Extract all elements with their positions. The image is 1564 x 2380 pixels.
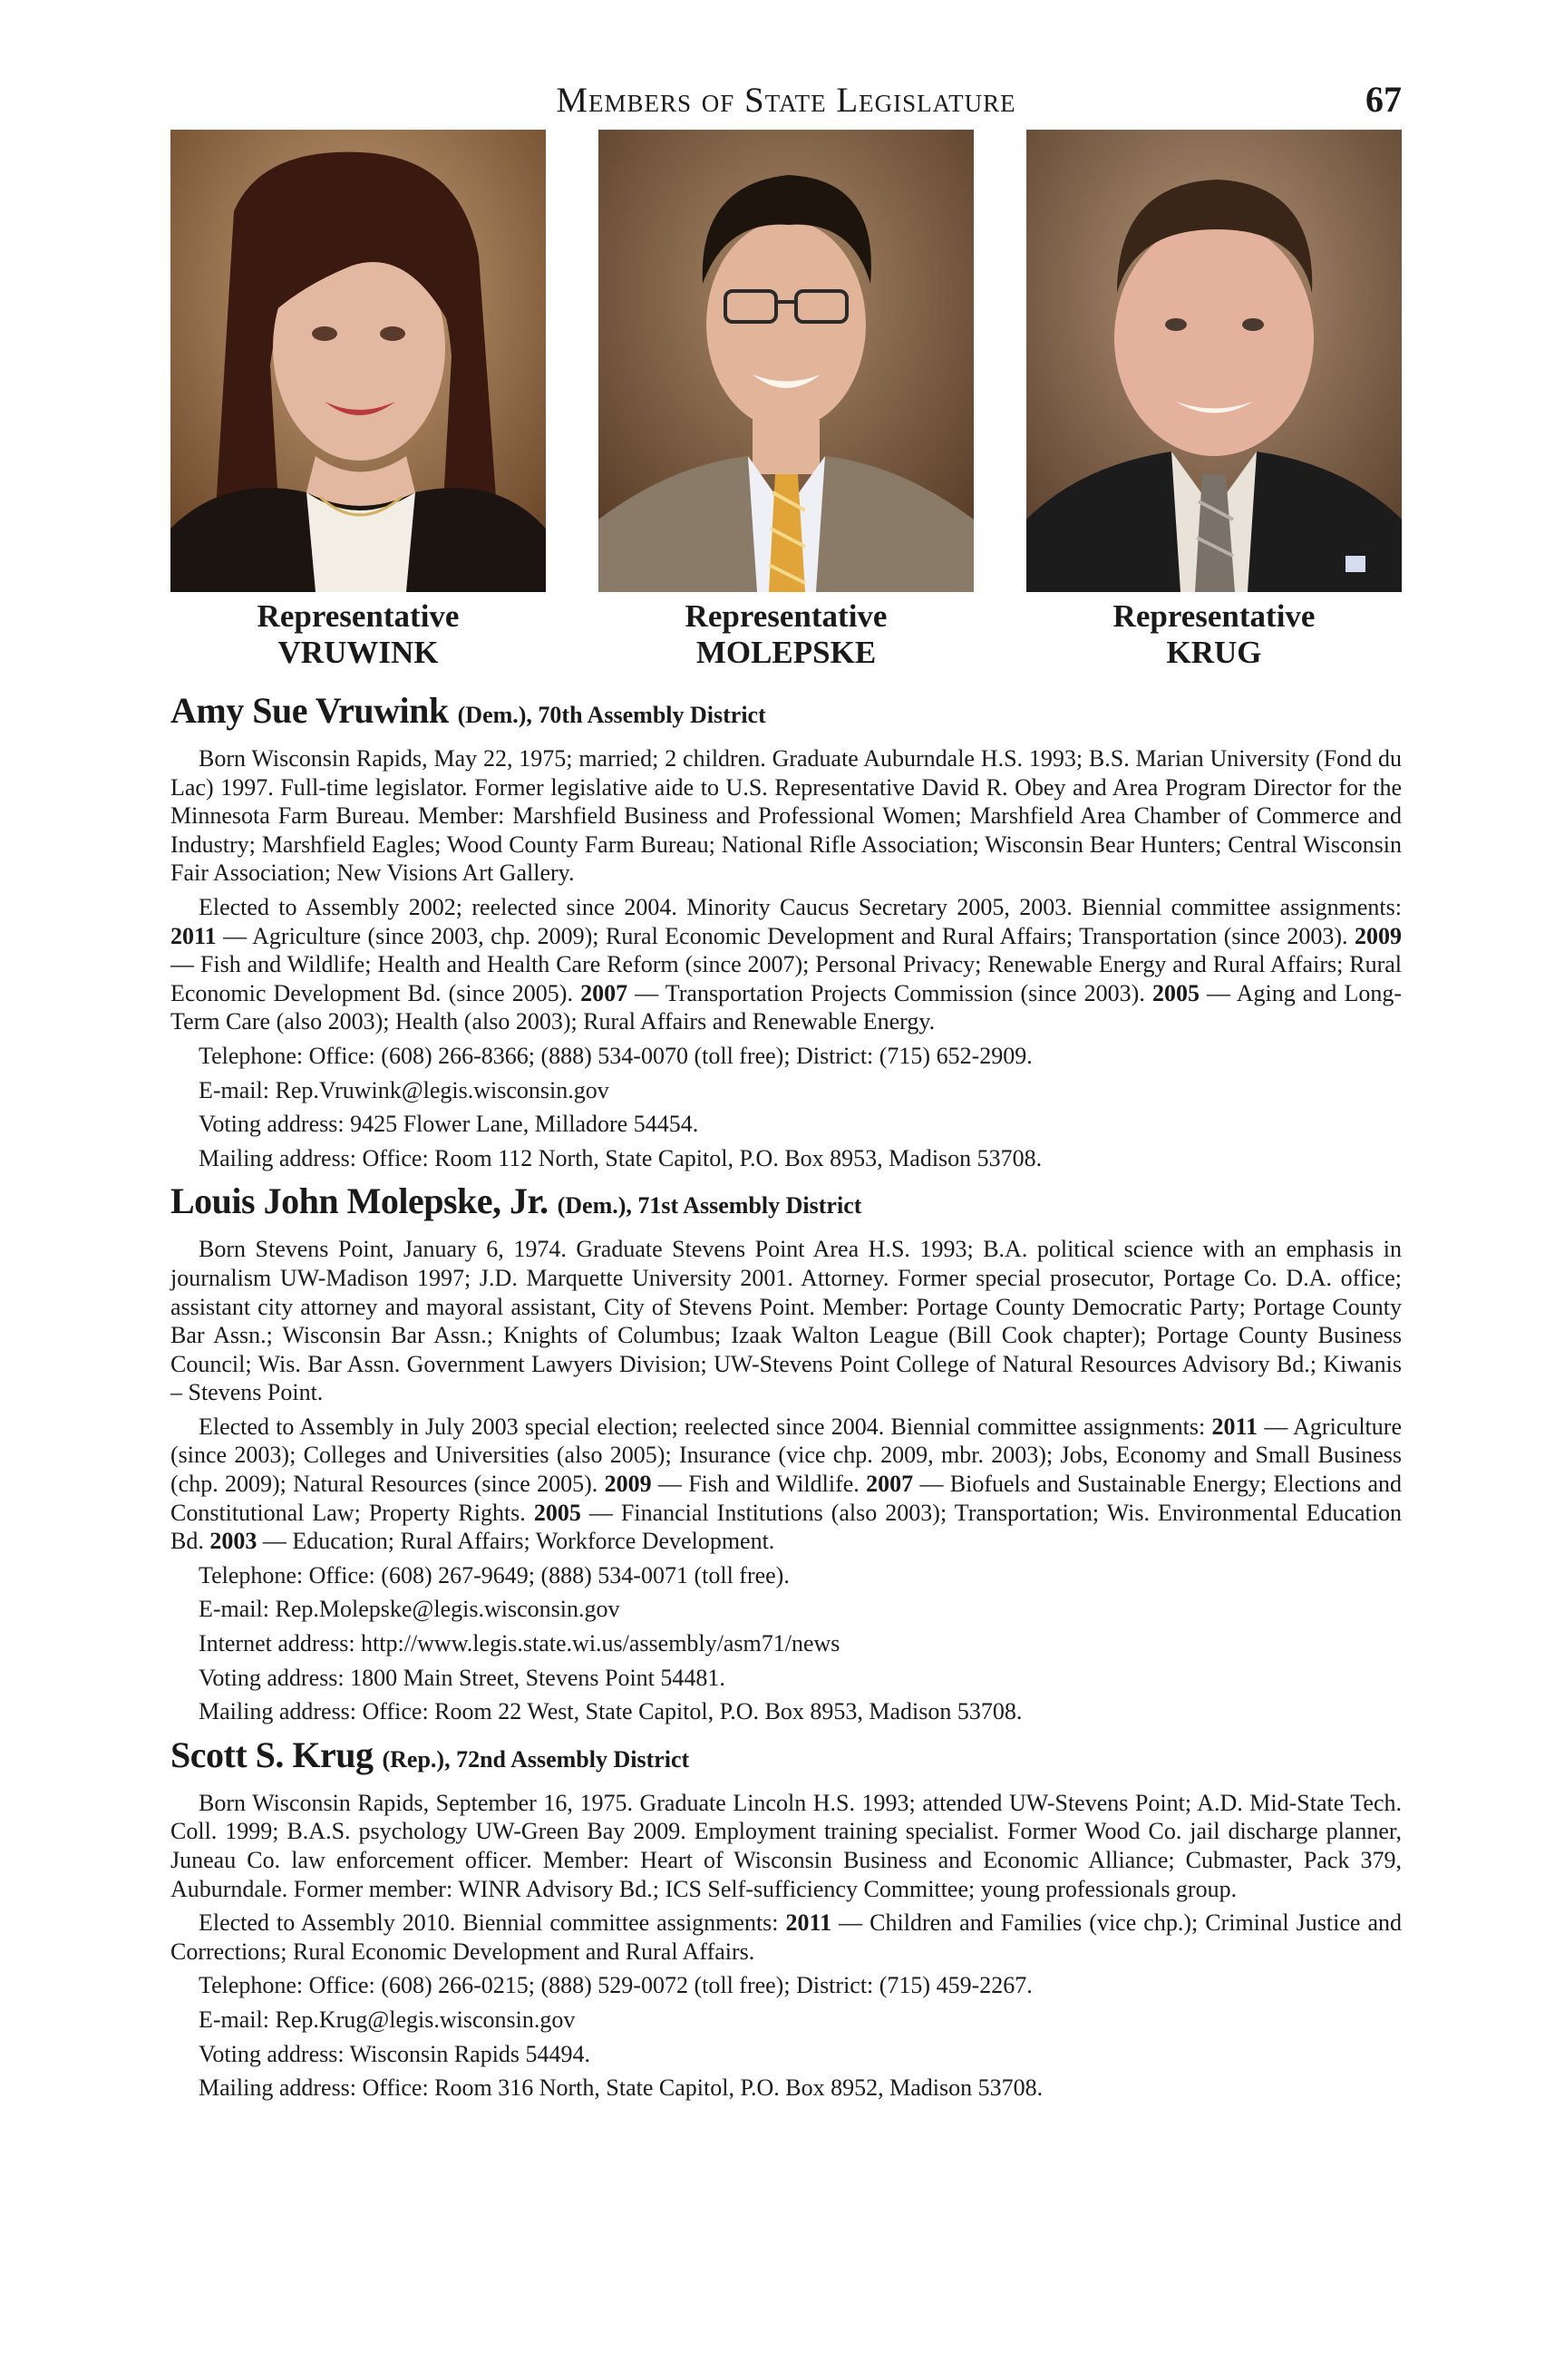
contact-line[interactable]: E-mail: Rep.Molepske@legis.wisconsin.gov	[199, 1596, 620, 1623]
committee-text: — Transportation Projects Commission (since 2003).	[627, 979, 1152, 1006]
committee-year: 2011	[1211, 1413, 1258, 1440]
portrait-molepske-image	[598, 130, 974, 592]
portrait-vruwink-image	[170, 130, 546, 592]
member-biographies	[170, 687, 1402, 2108]
portrait-krug	[1026, 130, 1402, 592]
member-entry-molepske	[170, 1178, 1402, 1726]
member-heading	[170, 1732, 1402, 1783]
contact-line[interactable]: E-mail: Rep.Krug@legis.wisconsin.gov	[199, 2006, 576, 2033]
committee-text: — Agriculture (since 2003); Colleges and Universities (also 2005); Insurance (vice chp. 2009, mbr. 2003); Jobs, Economy and Small Business (chp. 2009); Natural Resources (since 2005).	[170, 1413, 1402, 1498]
contact-line: Mailing address: Office: Room 22 West, State Capitol, P.O. Box 8953, Madison 53708.	[199, 1698, 1023, 1725]
committee-text: — Aging and Long-Term Care (also 2003); Health (also 2003); Rural Affairs and Renewable Energy.	[170, 979, 1402, 1035]
member-committees	[170, 1413, 1402, 1556]
member-committees	[170, 893, 1402, 1036]
committee-text: — Fish and Wildlife.	[651, 1471, 867, 1498]
portrait-caption-vruwink	[170, 598, 546, 671]
portrait-krug-image	[1026, 130, 1402, 592]
member-heading	[170, 1178, 1402, 1229]
member-contact	[170, 1042, 1402, 1172]
committee-text: — Financial Institutions (also 2003); Transportation; Wis. Environmental Education Bd.	[170, 1499, 1403, 1555]
contact-line[interactable]: Internet address: http://www.legis.state.wi.us/assembly/asm71/news	[199, 1630, 840, 1657]
caption-name: KRUG	[1166, 635, 1262, 670]
member-committees	[170, 1909, 1402, 1966]
caption-name: VRUWINK	[277, 635, 439, 670]
page-number: 67	[1365, 79, 1402, 120]
member-affiliation: (Dem.), 70th Assembly District	[457, 702, 766, 728]
member-bio: Born Wisconsin Rapids, September 16, 1975. Graduate Lincoln H.S. 1993; attended UW-Stevens Point; A.D. Mid-State Tech. Coll. 1999; B.A.S. psychology UW-Green Bay 2009. Employment training specialist. Former Wood Co. jail discharge planner, Juneau Co. law enforcement officer. Member: Heart of Wisconsin Business and Economic Alliance; Cubmaster, Pack 379, Auburndale. Former member: WINR Advisory Bd.; ICS Self-sufficiency Committee; young professionals group.	[170, 1789, 1402, 1902]
portrait-caption-krug	[1026, 598, 1402, 671]
member-affiliation: (Dem.), 71st Assembly District	[557, 1192, 862, 1219]
committee-text: — Education; Rural Affairs; Workforce Development.	[257, 1528, 775, 1555]
contact-line[interactable]: E-mail: Rep.Vruwink@legis.wisconsin.gov	[199, 1076, 609, 1103]
committee-text: — Children and Families (vice chp.); Criminal Justice and Corrections; Rural Economic Development and Rural Affairs.	[170, 1909, 1403, 1965]
contact-line: Voting address: Wisconsin Rapids 54494.	[199, 2040, 591, 2067]
committee-text: Elected to Assembly 2002; reelected since 2004. Minority Caucus Secretary 2005, 2003. Biennial committee assignments:	[199, 893, 1402, 920]
member-heading	[170, 687, 1402, 739]
portrait-vruwink	[170, 130, 546, 592]
portrait-molepske	[598, 130, 974, 592]
portrait-caption-molepske	[598, 598, 974, 671]
committee-text: Elected to Assembly in July 2003 special election; reelected since 2004. Biennial committee assignments:	[199, 1413, 1212, 1440]
contact-line: Voting address: 1800 Main Street, Stevens Point 54481.	[199, 1664, 725, 1691]
member-name: Amy Sue Vruwink	[170, 690, 449, 731]
caption-title: Representative	[685, 598, 888, 634]
contact-line: Voting address: 9425 Flower Lane, Milladore 54454.	[199, 1111, 699, 1138]
caption-title: Representative	[257, 598, 460, 634]
member-name: Louis John Molepske, Jr.	[170, 1180, 549, 1222]
contact-line: Telephone: Office: (608) 267-9649; (888) 534-0071 (toll free).	[199, 1561, 790, 1588]
committee-text: — Biofuels and Sustainable Energy; Elections and Constitutional Law; Property Rights.	[170, 1471, 1403, 1526]
committee-year: 2011	[785, 1909, 832, 1937]
member-contact	[170, 1971, 1402, 2102]
member-contact	[170, 1561, 1402, 1726]
committee-year: 2009	[604, 1471, 652, 1498]
member-bio: Born Stevens Point, January 6, 1974. Graduate Stevens Point Area H.S. 1993; B.A. political science with an emphasis in journalism UW-Madison 1997; J.D. Marquette University 2001. Attorney. Former special prosecutor, Portage Co. D.A. office; assistant city attorney and mayoral assistant, City of Stevens Point. Member: Portage County Democratic Party; Portage County Bar Assn.; Wisconsin Bar Assn.; Knights of Columbus; Izaak Walton League (Bill Cook chapter); Portage County Business Council; Wis. Bar Assn. Government Lawyers Division; UW-Stevens Point College of Natural Resources Advisory Bd.; Kiwanis – Stevens Point.	[170, 1236, 1402, 1406]
member-affiliation: (Rep.), 72nd Assembly District	[382, 1745, 690, 1773]
running-head: Members of State Legislature	[556, 81, 1016, 120]
caption-name: MOLEPSKE	[695, 635, 877, 670]
member-name: Scott S. Krug	[170, 1734, 374, 1775]
committee-year: 2007	[866, 1471, 914, 1498]
committee-year: 2005	[1151, 979, 1200, 1006]
contact-line: Telephone: Office: (608) 266-8366; (888) 534-0070 (toll free); District: (715) 652-2909.	[199, 1042, 1033, 1069]
member-bio: Born Wisconsin Rapids, May 22, 1975; married; 2 children. Graduate Auburndale H.S. 1993; B.S. Marian University (Fond du Lac) 1997. Full-time legislator. Former legislative aide to U.S. Representative David R. Obey and Area Program Director for the Minnesota Farm Bureau. Member: Marshfield Business and Professional Women; Marshfield Area Chamber of Commerce and Industry; Marshfield Eagles; Wood County Farm Bureau; National Rifle Association; Wisconsin Bear Hunters; Central Wisconsin Fair Association; New Visions Art Gallery.	[170, 745, 1402, 887]
committee-text: — Agriculture (since 2003, chp. 2009); Rural Economic Development and Rural Affairs; Transportation (since 2003).	[216, 922, 1355, 949]
contact-line: Mailing address: Office: Room 112 North, State Capitol, P.O. Box 8953, Madison 53708.	[199, 1144, 1043, 1171]
contact-line: Telephone: Office: (608) 266-0215; (888) 529-0072 (toll free); District: (715) 459-2267.	[199, 1972, 1033, 1999]
contact-line: Mailing address: Office: Room 316 North, State Capitol, P.O. Box 8952, Madison 53708.	[199, 2074, 1044, 2102]
page-header	[170, 80, 1402, 125]
member-entry-vruwink	[170, 687, 1402, 1172]
committee-year: 2005	[533, 1499, 581, 1526]
member-entry-krug	[170, 1732, 1402, 2103]
committee-year: 2011	[170, 922, 217, 949]
caption-title: Representative	[1112, 598, 1316, 634]
committee-text: Elected to Assembly 2010. Biennial committee assignments:	[199, 1909, 786, 1937]
committee-year: 2007	[580, 979, 628, 1006]
committee-text: — Fish and Wildlife; Health and Health Care Reform (since 2007); Personal Privacy; Renewable Energy and Rural Affairs; Rural Economic Development Bd. (since 2005).	[170, 951, 1402, 1006]
portrait-row	[170, 130, 1402, 592]
committee-year: 2009	[1355, 922, 1402, 949]
committee-year: 2003	[209, 1528, 257, 1555]
